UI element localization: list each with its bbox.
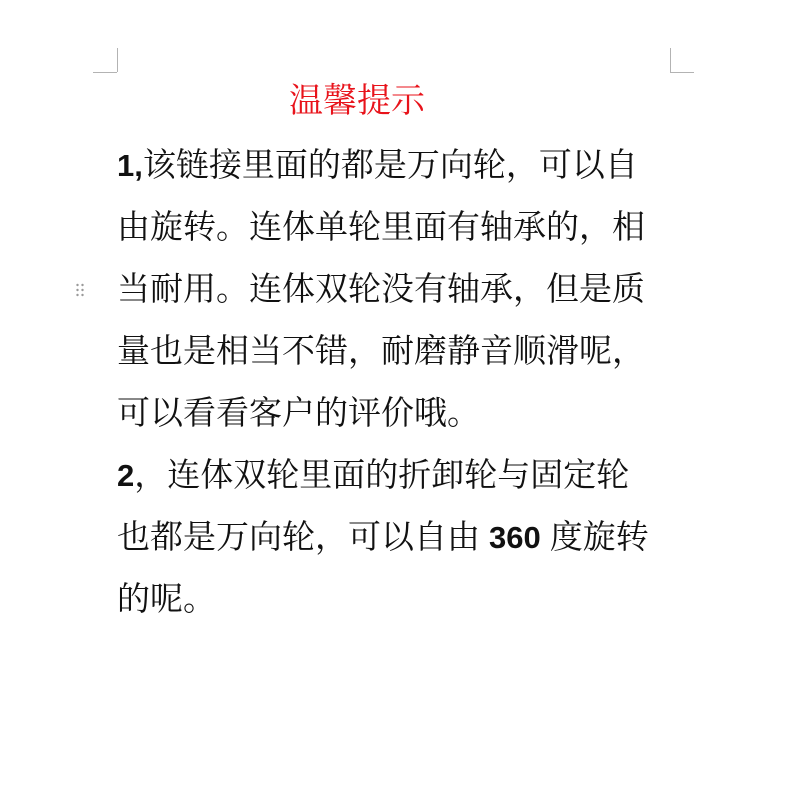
- line-text: ，连体双轮里面的折卸轮与固定轮: [134, 458, 630, 494]
- line-text: 的呢。: [117, 582, 216, 618]
- top-right-crop-mark: [670, 48, 671, 72]
- text-line: [117, 197, 717, 259]
- line-text: 可以看看客户的评价哦。: [117, 396, 480, 432]
- tip2-number: 2: [117, 458, 135, 493]
- line-text: 由旋转。连体单轮里面有轴承的，相: [117, 210, 645, 246]
- line-text: 度旋转: [549, 520, 649, 556]
- text-line: [117, 321, 717, 383]
- text-line: [117, 569, 717, 631]
- top-left-crop-mark-horizontal: [93, 72, 117, 73]
- document-body: [117, 135, 717, 631]
- line-text: 也都是万向轮，可以自由: [117, 520, 480, 556]
- text-line: [117, 445, 717, 507]
- text-line: [117, 383, 717, 445]
- line-text: 量也是相当不错，耐磨静音顺滑呢，: [117, 334, 645, 370]
- line-text: 该链接里面的都是万向轮，可以自: [142, 148, 638, 184]
- line-text: 当耐用。连体双轮没有轴承，但是质: [117, 272, 645, 308]
- top-left-crop-mark: [117, 48, 118, 72]
- top-right-crop-mark-horizontal: [670, 72, 694, 73]
- text-line: [117, 259, 717, 321]
- rotation-degrees: 360: [489, 520, 541, 555]
- tip1-number: 1,: [117, 148, 143, 183]
- text-line: [117, 135, 717, 197]
- paragraph-drag-handle-icon[interactable]: [76, 283, 85, 297]
- document-title: 温馨提示: [289, 83, 425, 120]
- text-line: [117, 507, 717, 569]
